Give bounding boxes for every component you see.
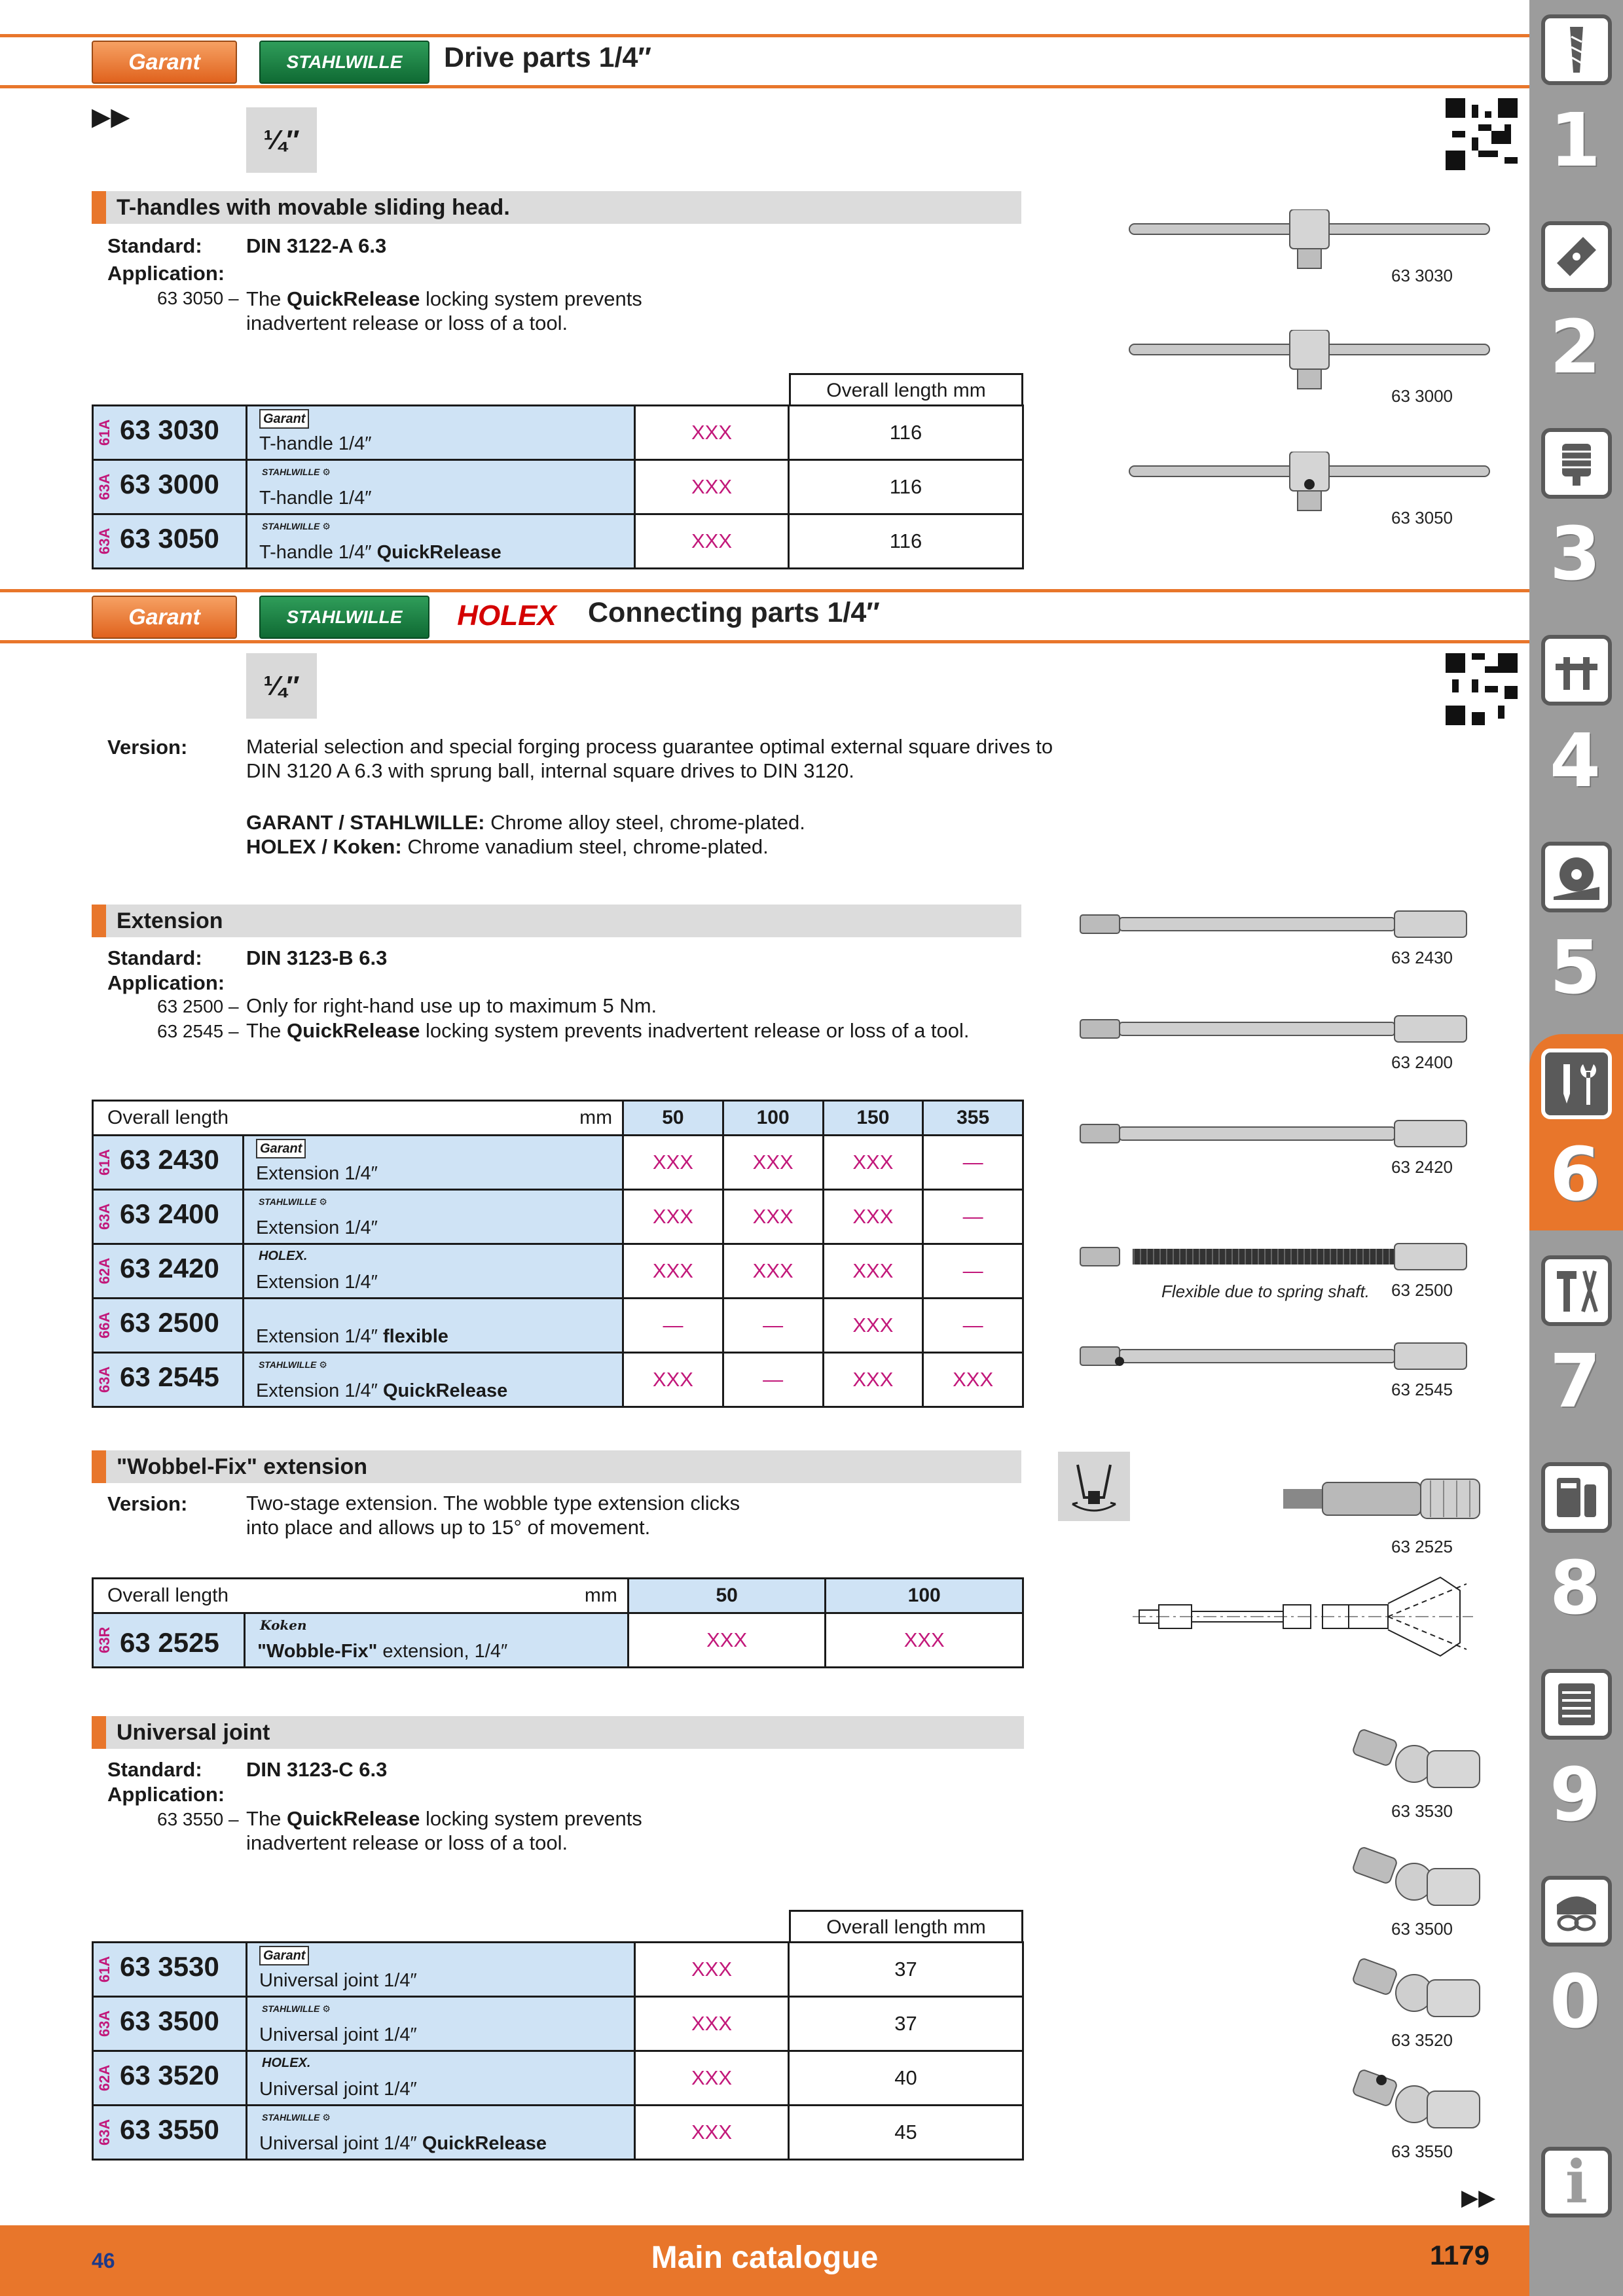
section-title-connecting-parts: Connecting parts 1/4″ — [588, 597, 880, 628]
version-label: Version: — [107, 736, 188, 759]
product-code-cell — [93, 514, 247, 569]
stahlwille-logo: STAHLWILLE ⚙ — [258, 1359, 327, 1370]
flex-note: Flexible due to spring shaft. — [1161, 1282, 1370, 1301]
garant-logo: Garant — [256, 1139, 306, 1158]
app-text-part: locking system prevents inadvertent release or loss of a tool. — [420, 1019, 970, 1042]
image-label: 63 3520 — [1391, 2030, 1453, 2050]
app-text-part: The — [246, 1019, 287, 1042]
ext-col-355: 355 — [923, 1101, 1023, 1136]
product-desc-cell — [247, 514, 635, 569]
product-desc-cell — [245, 1613, 629, 1668]
app-text-part: The — [246, 287, 287, 310]
product-code: 63 2500 — [120, 1307, 219, 1338]
ext-col-50: 50 — [623, 1101, 723, 1136]
product-desc-cell — [247, 1943, 635, 1997]
table-row — [93, 1190, 1023, 1244]
table-row — [93, 1997, 1023, 2051]
tab-number: 6 — [1550, 1132, 1601, 1217]
product-desc-cell — [247, 460, 635, 514]
product-image-extension — [1074, 1236, 1493, 1278]
product-desc-cell — [243, 1353, 623, 1407]
standard-label: Standard: — [107, 234, 202, 257]
value-cell: — — [723, 1299, 823, 1353]
image-label: 63 2400 — [1391, 1052, 1453, 1072]
application-label: Application: — [107, 262, 225, 285]
product-desc-cell — [247, 406, 635, 460]
table-row — [93, 2106, 1023, 2160]
value-cell: XXX — [823, 1244, 923, 1299]
material-text — [246, 810, 805, 859]
extension-table — [92, 1100, 1024, 1408]
length-cell: 116 — [789, 460, 1023, 514]
product-image-extension — [1074, 1113, 1493, 1155]
application-label: Application: — [107, 971, 225, 994]
version-label: Version: — [107, 1492, 188, 1515]
wob-header-unit: mm — [584, 1585, 617, 1606]
ext-col-100: 100 — [723, 1101, 823, 1136]
app-text-bold: QuickRelease — [287, 1807, 420, 1830]
application-text — [246, 287, 642, 335]
holex-logo: HOLEX. — [258, 1249, 308, 1263]
product-image-extension — [1074, 903, 1493, 945]
length-cell: 45 — [789, 2106, 1023, 2160]
stahlwille-logo: STAHLWILLE ⚙ — [262, 467, 331, 477]
product-code-cell — [93, 1136, 244, 1190]
app-text-bold: QuickRelease — [287, 1019, 420, 1042]
qr-code-icon — [1446, 98, 1518, 170]
value-cell: XXX — [723, 1136, 823, 1190]
value-cell: XXX — [635, 406, 789, 460]
product-code-cell — [93, 1943, 247, 1997]
image-label: 63 3000 — [1391, 386, 1453, 406]
value-cell: XXX — [623, 1244, 723, 1299]
wobbel-line1: Two-stage extension. The wobble type extension clicks — [246, 1492, 740, 1515]
version-text — [246, 734, 1053, 783]
group-code: 63A — [96, 2010, 113, 2037]
tab-chapter-2[interactable] — [1536, 207, 1614, 403]
product-code-cell — [93, 460, 247, 514]
image-label: 63 3050 — [1391, 508, 1453, 528]
table-row — [93, 1943, 1023, 1997]
header2-top-line — [0, 589, 1529, 592]
value-cell: XXX — [623, 1136, 723, 1190]
garant-logo: Garant — [92, 596, 237, 639]
wob-col-50: 50 — [628, 1579, 826, 1613]
product-desc-cell — [243, 1299, 623, 1353]
product-code: 63 3050 — [120, 523, 219, 554]
double-arrow-icon: ▶▶ — [92, 103, 130, 131]
product-code: 63 2400 — [120, 1198, 219, 1229]
app-text-line2: inadvertent release or loss of a tool. — [246, 312, 568, 334]
image-label: 63 3030 — [1391, 266, 1453, 285]
wobbel-line2: into place and allows up to 15° of movement. — [246, 1516, 651, 1539]
product-description: Extension 1/4″ QuickRelease — [255, 1380, 508, 1401]
product-code-cell — [93, 2051, 247, 2106]
length-cell: 40 — [789, 2051, 1023, 2106]
product-code: 63 2430 — [120, 1144, 219, 1175]
product-description: T-handle 1/4″ — [259, 488, 372, 509]
product-description: Extension 1/4″ — [255, 1163, 378, 1184]
universal-joint-table — [92, 1941, 1024, 2161]
value-cell: — — [723, 1353, 823, 1407]
tab-chapter-5[interactable] — [1536, 827, 1614, 1024]
holex-logo: HOLEX — [457, 600, 556, 632]
desc-bold: "Wobble-Fix" — [257, 1641, 378, 1662]
product-code-cell — [93, 1244, 244, 1299]
product-code: 63 2420 — [120, 1253, 219, 1283]
group-code: 62A — [96, 2064, 113, 2092]
value-cell: XXX — [635, 460, 789, 514]
product-description: Extension 1/4″ — [255, 1217, 378, 1238]
wob-header-label: Overall length — [107, 1585, 229, 1606]
t-handle-table — [92, 404, 1024, 569]
product-desc-cell — [243, 1190, 623, 1244]
table-row — [93, 406, 1023, 460]
group-code: 63A — [96, 528, 113, 555]
application-label: Application: — [107, 1783, 225, 1806]
value-cell: — — [923, 1190, 1023, 1244]
pliers-icon — [1541, 1255, 1612, 1326]
length-cell: 116 — [789, 406, 1023, 460]
stahlwille-logo: STAHLWILLE ⚙ — [262, 2112, 331, 2123]
table-row — [93, 1299, 1023, 1353]
tab-chapter-9[interactable] — [1536, 1655, 1614, 1851]
product-code-cell — [93, 2106, 247, 2160]
tab-number: 1 — [1550, 98, 1601, 183]
group-code: 63A — [96, 2119, 113, 2146]
footer-code: 46 — [92, 2249, 115, 2272]
stahlwille-logo: STAHLWILLE ⚙ — [258, 1196, 327, 1207]
header-top-line — [0, 34, 1529, 37]
image-label: 63 2545 — [1391, 1380, 1453, 1399]
product-code-cell — [93, 406, 247, 460]
value-cell: — — [923, 1299, 1023, 1353]
value-cell: XXX — [826, 1613, 1023, 1668]
value-cell: XXX — [923, 1353, 1023, 1407]
length-cell: 116 — [789, 514, 1023, 569]
wobbel-version-text — [246, 1491, 740, 1539]
version-line1: Material selection and special forging process guarantee optimal external square drives to — [246, 735, 1053, 758]
tab-chapter-1[interactable] — [1536, 0, 1614, 196]
product-code: 63 3520 — [120, 2060, 219, 2090]
length-cell: 37 — [789, 1997, 1023, 2051]
tab-number: 3 — [1550, 512, 1601, 597]
image-label: 63 2430 — [1391, 948, 1453, 967]
group-code: 61A — [96, 419, 113, 446]
product-code: 63 3030 — [120, 414, 219, 445]
app-text-part: locking system prevents — [420, 1807, 642, 1830]
value-cell: — — [923, 1136, 1023, 1190]
header2-bottom-line — [0, 640, 1529, 643]
tab-number: 4 — [1550, 719, 1601, 804]
product-description: Extension 1/4″ — [255, 1272, 378, 1293]
table-row — [93, 1244, 1023, 1299]
material-2: Chrome vanadium steel, chrome-plated. — [401, 835, 769, 858]
section-bar-universal-joint: Universal joint — [92, 1716, 1024, 1749]
application-code: 63 3550 – — [157, 1809, 239, 1829]
wobbel-table — [92, 1577, 1024, 1668]
value-cell: XXX — [635, 2106, 789, 2160]
workshop-icon — [1541, 1462, 1612, 1533]
desc-text: extension, 1/4″ — [377, 1641, 508, 1662]
double-arrow-icon: ▶▶ — [1461, 2185, 1496, 2210]
col-header-overall-length: Overall length mm — [789, 1910, 1023, 1943]
table-row — [93, 460, 1023, 514]
table-row — [93, 514, 1023, 569]
tab-number: 7 — [1550, 1339, 1601, 1424]
product-code: 63 3500 — [120, 2005, 219, 2036]
size-box-2: ¼″ — [246, 653, 317, 719]
version-line2: DIN 3120 A 6.3 with sprung ball, internal square drives to DIN 3120. — [246, 759, 854, 782]
value-cell: — — [923, 1244, 1023, 1299]
product-image-extension — [1074, 1335, 1493, 1377]
value-cell: XXX — [823, 1190, 923, 1244]
tab-number: 8 — [1550, 1546, 1601, 1631]
page-number: 1179 — [1430, 2240, 1490, 2270]
tab-number: 9 — [1550, 1753, 1601, 1838]
section-bar-t-handles: T-handles with movable sliding head. — [92, 191, 1021, 224]
product-desc-cell — [247, 1997, 635, 2051]
table-row — [93, 1613, 1023, 1668]
value-cell: XXX — [723, 1190, 823, 1244]
footer-title: Main catalogue — [651, 2240, 879, 2275]
product-description: T-handle 1/4″ QuickRelease — [259, 542, 501, 563]
product-code: 63 2545 — [120, 1361, 219, 1392]
insert-icon — [1541, 221, 1612, 292]
tab-number: 0 — [1550, 1960, 1601, 2045]
cabinet-icon — [1541, 1669, 1612, 1740]
value-cell: XXX — [635, 1997, 789, 2051]
app-text-part: locking system prevents — [420, 287, 642, 310]
product-description: Universal joint 1/4″ — [259, 1970, 417, 1991]
app-text-part: The — [246, 1807, 287, 1830]
product-desc-cell — [247, 2106, 635, 2160]
chapter-tab-bar — [1529, 0, 1623, 2296]
stahlwille-logo: STAHLWILLE — [259, 596, 429, 639]
tab-chapter-3[interactable] — [1536, 414, 1614, 610]
size-box: ¼″ — [246, 107, 317, 173]
product-code-cell — [93, 1190, 244, 1244]
product-image-universal-joint — [1349, 1728, 1493, 1800]
tab-info[interactable] — [1536, 2121, 1614, 2296]
tab-chapter-4[interactable] — [1536, 620, 1614, 817]
app-text-line2: inadvertent release or loss of a tool. — [246, 1831, 568, 1854]
section-bar-extension: Extension — [92, 905, 1021, 937]
info-glyph: i — [1565, 2147, 1588, 2217]
caliper-icon — [1541, 635, 1612, 706]
image-label: 63 3550 — [1391, 2142, 1453, 2161]
stahlwille-logo: STAHLWILLE ⚙ — [262, 2003, 331, 2014]
group-code: 61A — [96, 1149, 113, 1176]
tab-chapter-7[interactable] — [1536, 1241, 1614, 1437]
value-cell: XXX — [635, 514, 789, 569]
value-cell: XXX — [628, 1613, 826, 1668]
image-label: 63 2525 — [1391, 1537, 1453, 1556]
value-cell: XXX — [723, 1244, 823, 1299]
garant-logo: Garant — [92, 41, 237, 84]
product-code-cell — [93, 1353, 244, 1407]
section-title-drive-parts: Drive parts 1/4″ — [444, 42, 651, 73]
wrench-icon — [1541, 1049, 1612, 1119]
wobble-angle-icon — [1058, 1452, 1130, 1521]
product-code: 63 3000 — [120, 469, 219, 499]
product-code: 63 3550 — [120, 2114, 219, 2145]
garant-logo: Garant — [259, 1946, 309, 1965]
application-text — [246, 1806, 642, 1855]
standard-value: DIN 3122-A 6.3 — [246, 234, 387, 257]
value-cell: XXX — [823, 1353, 923, 1407]
table-row — [93, 1353, 1023, 1407]
product-description: Extension 1/4″ flexible — [255, 1326, 448, 1347]
qr-code-icon — [1446, 653, 1518, 725]
application-text-1: Only for right-hand use up to maximum 5 Nm. — [246, 994, 657, 1017]
product-desc-cell — [247, 2051, 635, 2106]
tab-chapter-0[interactable] — [1536, 1861, 1614, 2058]
tap-icon — [1541, 428, 1612, 499]
material-brand-1: GARANT / STAHLWILLE: — [246, 811, 485, 834]
ext-header-unit: mm — [579, 1107, 613, 1128]
info-icon — [1541, 2147, 1612, 2217]
application-text-2 — [246, 1018, 970, 1043]
image-label: 63 3530 — [1391, 1801, 1453, 1821]
group-code: 66A — [96, 1312, 113, 1339]
product-description: T-handle 1/4″ — [259, 433, 372, 454]
product-image-wobble — [1277, 1473, 1486, 1525]
application-code-2: 63 2545 – — [157, 1021, 239, 1041]
image-label: 63 2500 — [1391, 1280, 1453, 1300]
ext-header-label: Overall length — [107, 1107, 229, 1128]
group-code: 63A — [96, 1203, 113, 1230]
footer — [0, 2225, 1529, 2296]
standard-value: DIN 3123-B 6.3 — [246, 946, 388, 969]
stahlwille-logo: STAHLWILLE ⚙ — [262, 521, 331, 531]
saw-disc-icon — [1541, 842, 1612, 912]
wob-col-100: 100 — [826, 1579, 1023, 1613]
ext-header-left — [93, 1101, 623, 1136]
tab-number: 2 — [1550, 305, 1601, 390]
wob-header-left — [93, 1579, 629, 1613]
product-desc-cell — [243, 1244, 623, 1299]
application-code: 63 3050 – — [157, 288, 239, 308]
product-image-universal-joint — [1349, 2068, 1493, 2140]
holex-logo: HOLEX. — [262, 2056, 311, 2070]
product-code: 63 3530 — [120, 1951, 219, 1982]
tab-chapter-8[interactable] — [1536, 1448, 1614, 1644]
image-label: 63 3500 — [1391, 1919, 1453, 1939]
product-code-cell — [93, 1299, 244, 1353]
standard-value: DIN 3123-C 6.3 — [246, 1758, 388, 1781]
group-code: 63A — [96, 473, 113, 501]
material-brand-2: HOLEX / Koken: — [246, 835, 402, 858]
value-cell: XXX — [623, 1190, 723, 1244]
value-cell: XXX — [635, 1943, 789, 1997]
value-cell: XXX — [635, 2051, 789, 2106]
table-row — [93, 1136, 1023, 1190]
stahlwille-logo: STAHLWILLE — [259, 41, 429, 84]
wobble-technical-drawing — [1133, 1564, 1473, 1669]
image-label: 63 2420 — [1391, 1157, 1453, 1177]
garant-logo: Garant — [259, 409, 309, 429]
value-cell: XXX — [623, 1353, 723, 1407]
app-text-bold: QuickRelease — [287, 287, 420, 310]
product-description: Universal joint 1/4″ — [259, 2024, 417, 2045]
col-header-overall-length: Overall length mm — [789, 373, 1023, 406]
safety-icon — [1541, 1876, 1612, 1946]
product-code-cell — [93, 1613, 245, 1668]
product-code: 63 2525 — [120, 1627, 219, 1658]
standard-label: Standard: — [107, 1758, 202, 1781]
tab-chapter-6[interactable] — [1529, 1034, 1623, 1230]
koken-logo: Koken — [260, 1617, 307, 1633]
application-code-1: 63 2500 – — [157, 996, 239, 1016]
header-bottom-line — [0, 85, 1529, 88]
product-desc-cell — [243, 1136, 623, 1190]
drill-icon — [1541, 14, 1612, 85]
group-code: 63A — [96, 1366, 113, 1393]
product-description: Universal joint 1/4″ QuickRelease — [259, 2133, 547, 2154]
group-code: 63R — [96, 1626, 113, 1654]
product-image-universal-joint — [1349, 1957, 1493, 2029]
standard-label: Standard: — [107, 946, 202, 969]
material-1: Chrome alloy steel, chrome-plated. — [484, 811, 805, 834]
product-image-extension — [1074, 1008, 1493, 1050]
ext-col-150: 150 — [823, 1101, 923, 1136]
value-cell: — — [623, 1299, 723, 1353]
length-cell: 37 — [789, 1943, 1023, 1997]
section-bar-wobbel: "Wobbel-Fix" extension — [92, 1450, 1021, 1483]
value-cell: XXX — [823, 1299, 923, 1353]
group-code: 62A — [96, 1257, 113, 1285]
tab-number: 5 — [1550, 925, 1601, 1011]
product-description: Universal joint 1/4″ — [259, 2079, 417, 2100]
value-cell: XXX — [823, 1136, 923, 1190]
product-image-universal-joint — [1349, 1846, 1493, 1918]
product-code-cell — [93, 1997, 247, 2051]
group-code: 61A — [96, 1956, 113, 1983]
table-row — [93, 2051, 1023, 2106]
